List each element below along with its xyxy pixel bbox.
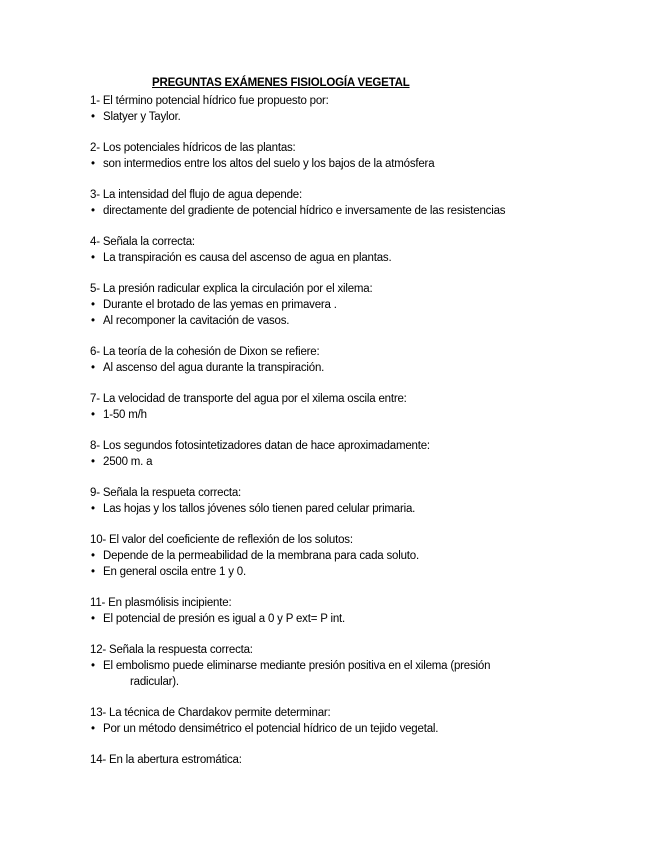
bullet-icon: • [91, 503, 95, 515]
answer-text: Al ascenso del agua durante la transpiración. [103, 362, 325, 374]
question-text: 3- La intensidad del flujo de agua depende: [90, 189, 302, 201]
question-1 [90, 93, 560, 125]
answer-item [90, 313, 560, 329]
answer-text: El potencial de presión es igual a 0 y P ext= P int. [103, 613, 346, 625]
answer-item [90, 611, 560, 627]
question-text: 13- La técnica de Chardakov permite determinar: [90, 707, 331, 719]
answer-text: Las hojas y los tallos jóvenes sólo tienen pared celular primaria. [103, 503, 416, 515]
question-text: 7- La velocidad de transporte del agua por el xilema oscila entre: [90, 393, 407, 405]
question-text: 9- Señala la respueta correcta: [90, 487, 242, 499]
bullet-icon: • [91, 660, 95, 672]
bullet-icon: • [91, 111, 95, 123]
question-6 [90, 344, 560, 376]
question-text: 11- En plasmólisis incipiente: [90, 597, 232, 609]
bullet-icon: • [91, 456, 95, 468]
answer-text: Por un método densimétrico el potencial hídrico de un tejido vegetal. [103, 723, 439, 735]
answer-item [90, 156, 560, 172]
question-3 [90, 187, 560, 219]
answer-continuation: radicular). [130, 676, 179, 688]
document-title: PREGUNTAS EXÁMENES FISIOLOGÍA VEGETAL [152, 77, 410, 89]
bullet-icon: • [91, 299, 95, 311]
answer-text: Al recomponer la cavitación de vasos. [103, 315, 290, 327]
answer-item [90, 721, 560, 737]
bullet-icon: • [91, 550, 95, 562]
question-4 [90, 234, 560, 266]
question-text: 12- Señala la respuesta correcta: [90, 644, 253, 656]
answer-text: En general oscila entre 1 y 0. [103, 566, 246, 578]
answer-text: Depende de la permeabilidad de la membrana para cada soluto. [103, 550, 419, 562]
question-14 [90, 752, 560, 768]
question-text: 8- Los segundos fotosintetizadores datan de hace aproximadamente: [90, 440, 430, 452]
question-text: 5- La presión radicular explica la circulación por el xilema: [90, 283, 373, 295]
answer-text: Durante el brotado de las yemas en primavera . [103, 299, 337, 311]
bullet-icon: • [91, 252, 95, 264]
answer-text: Slatyer y Taylor. [103, 111, 181, 123]
question-text: 4- Señala la correcta: [90, 236, 195, 248]
question-8 [90, 438, 560, 470]
question-text: 14- En la abertura estromática: [90, 754, 242, 766]
answer-text: son intermedios entre los altos del suelo y los bajos de la atmósfera [103, 158, 435, 170]
answer-item [90, 203, 560, 219]
answer-item [90, 501, 560, 517]
question-9 [90, 485, 560, 517]
question-11 [90, 595, 560, 627]
bullet-icon: • [91, 205, 95, 217]
answer-item [90, 250, 560, 266]
answer-text: 1-50 m/h [103, 409, 147, 421]
question-2 [90, 140, 560, 172]
bullet-icon: • [91, 613, 95, 625]
question-text: 10- El valor del coeficiente de reflexión de los solutos: [90, 534, 353, 546]
bullet-icon: • [91, 409, 95, 421]
question-12 [90, 642, 560, 690]
answer-item [90, 360, 560, 376]
bullet-icon: • [91, 566, 95, 578]
question-text: 2- Los potenciales hídricos de las plantas: [90, 142, 296, 154]
question-text: 6- La teoría de la cohesión de Dixon se refiere: [90, 346, 320, 358]
answer-item [90, 564, 560, 580]
answer-item [90, 407, 560, 423]
bullet-icon: • [91, 723, 95, 735]
answer-text: directamente del gradiente de potencial hídrico e inversamente de las resistencias [103, 205, 506, 217]
question-10 [90, 532, 560, 580]
answer-text: 2500 m. a [103, 456, 153, 468]
question-7 [90, 391, 560, 423]
answer-text: La transpiración es causa del ascenso de agua en plantas. [103, 252, 392, 264]
answer-text: El embolismo puede eliminarse mediante presión positiva en el xilema (presión [103, 660, 491, 672]
bullet-icon: • [91, 362, 95, 374]
answer-item [90, 454, 560, 470]
answer-item [90, 109, 560, 125]
question-5 [90, 281, 560, 329]
bullet-icon: • [91, 158, 95, 170]
question-text: 1- El término potencial hídrico fue propuesto por: [90, 95, 329, 107]
bullet-icon: • [91, 315, 95, 327]
answer-item [90, 548, 560, 564]
answer-item [90, 297, 560, 313]
answer-item [90, 658, 560, 690]
question-13 [90, 705, 560, 737]
